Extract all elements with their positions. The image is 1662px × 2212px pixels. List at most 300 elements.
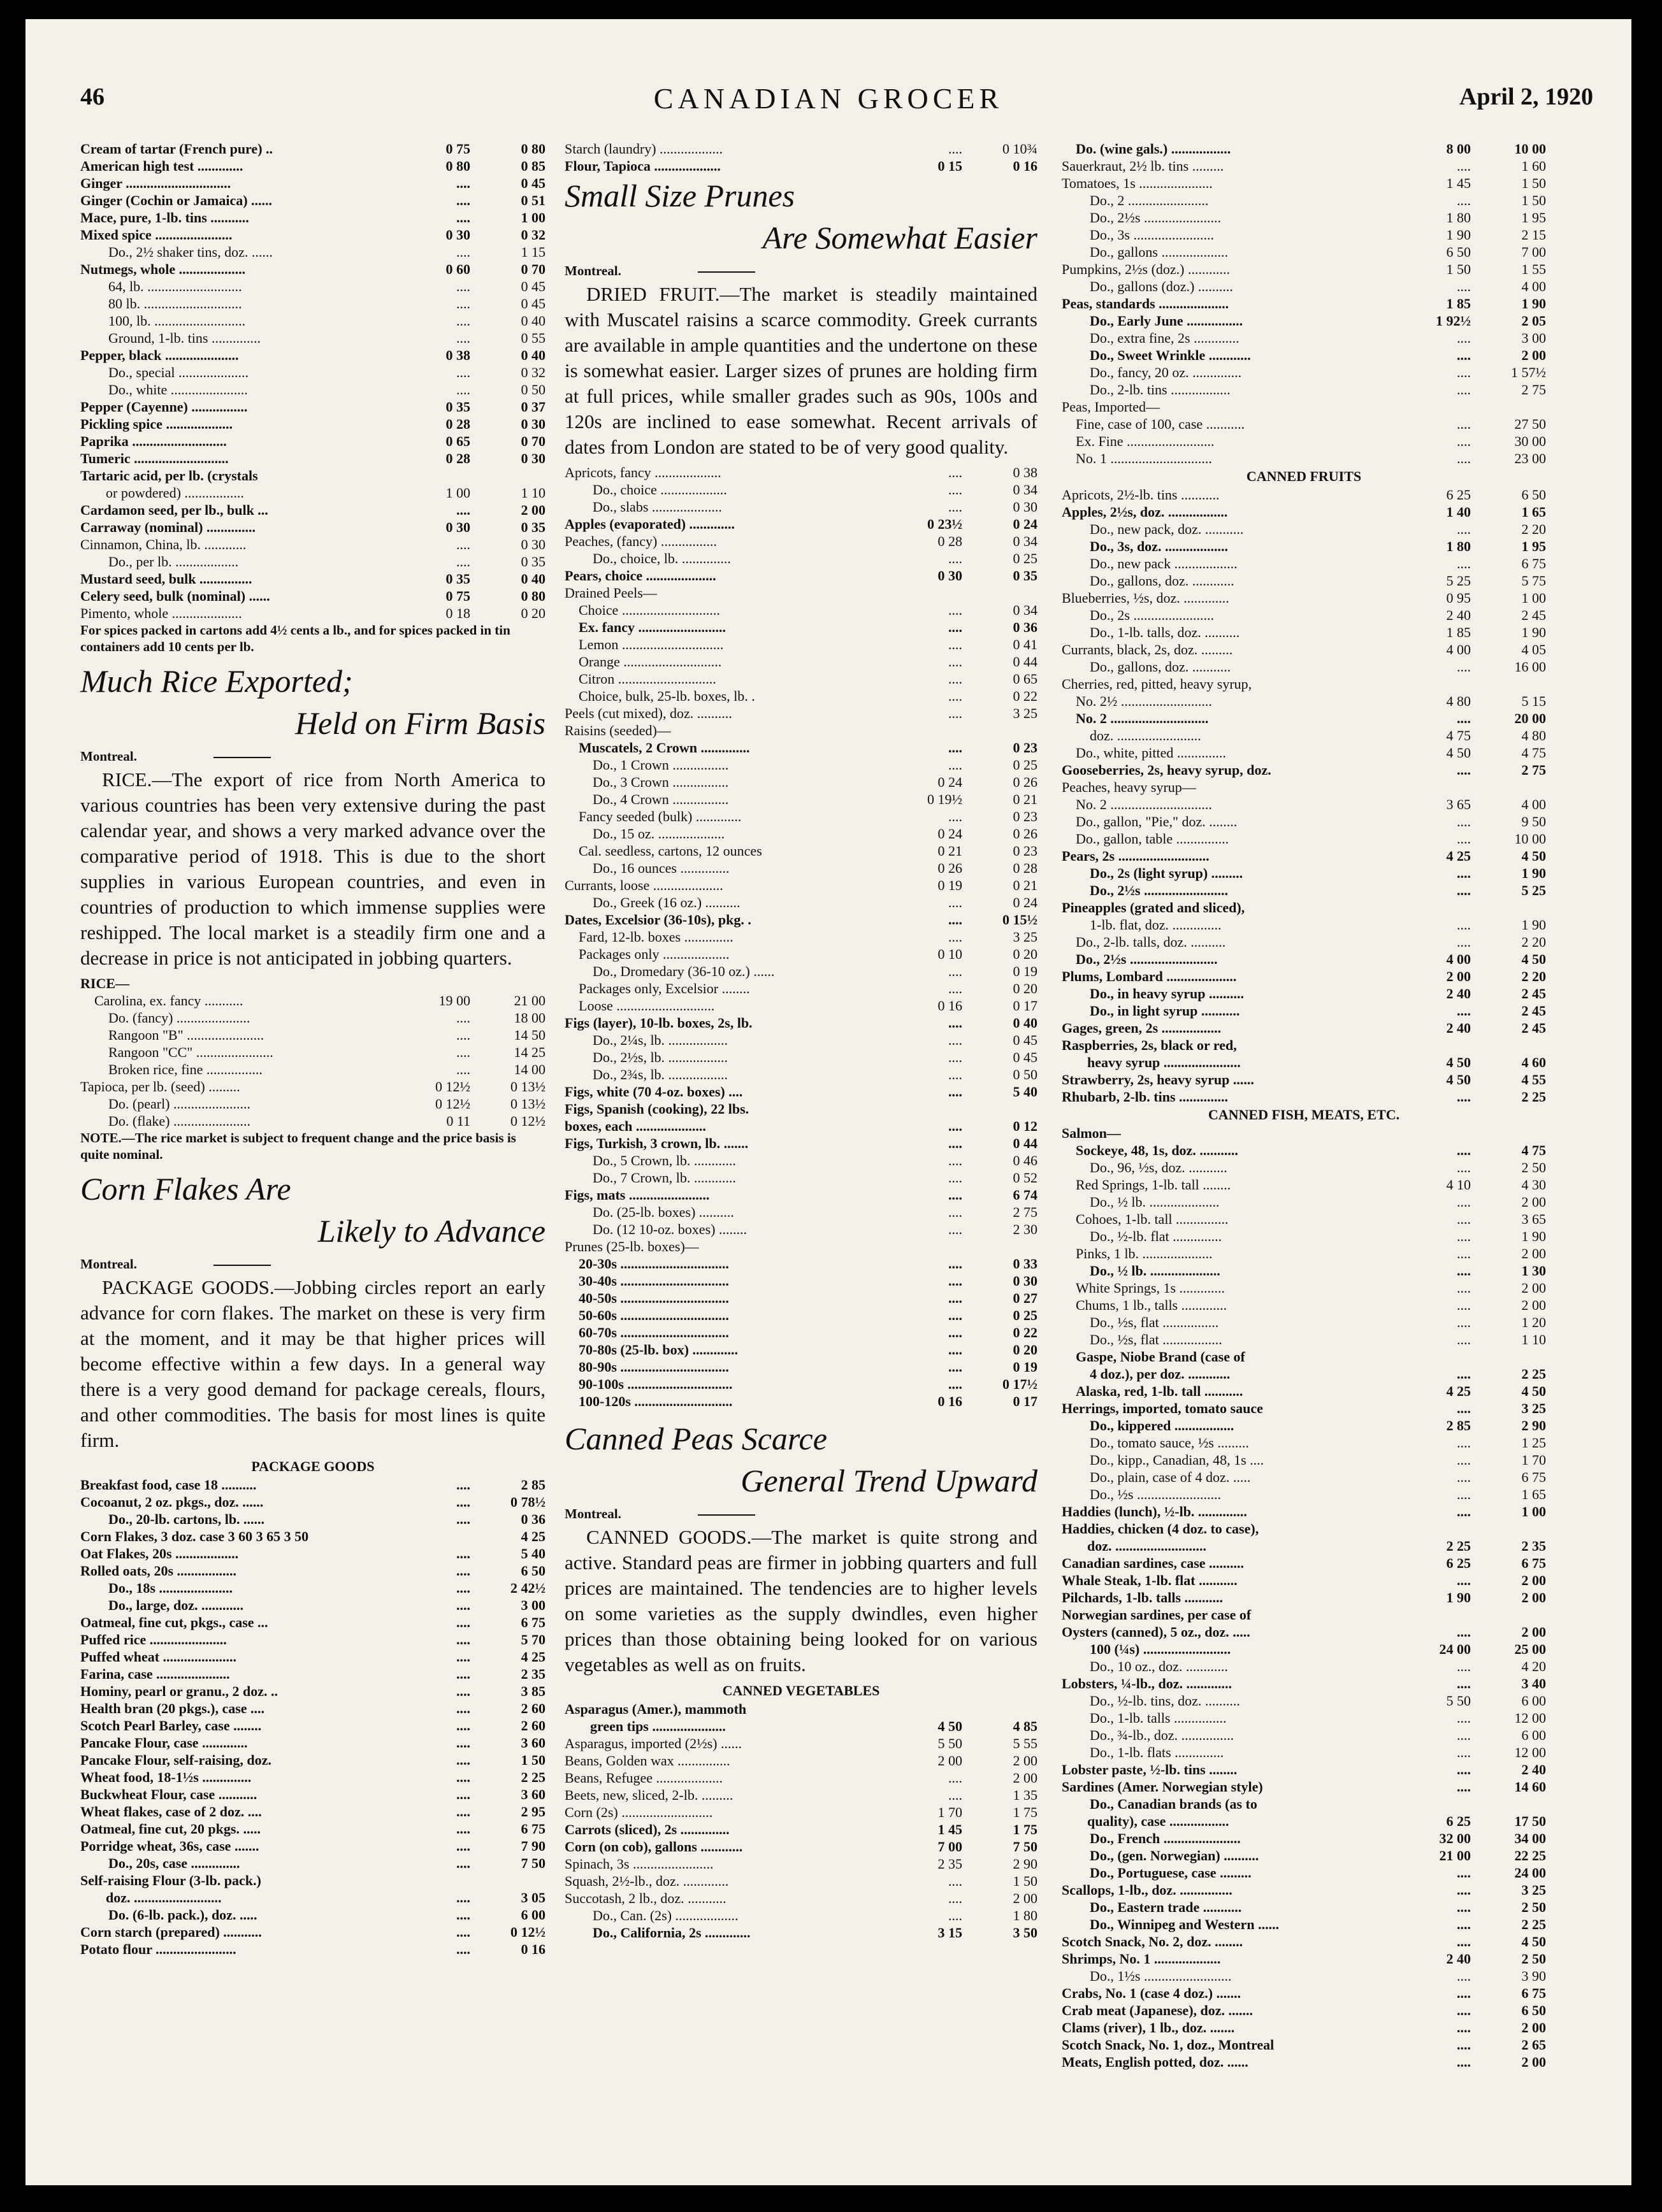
price-row [1062, 433, 1546, 450]
price-row [1062, 1142, 1546, 1159]
price-low: .... [1457, 1089, 1471, 1105]
item-name: Oatmeal, fine cut, pkgs., case ... [80, 1614, 268, 1630]
price-high: 0 70 [521, 261, 546, 277]
price-low: .... [948, 1049, 962, 1065]
price-low: 1 85 [1446, 296, 1471, 312]
price-row [1062, 1675, 1546, 1692]
price-low: 0 15 [937, 158, 962, 174]
price-row [565, 1049, 1037, 1066]
price-high: 0 23 [1013, 843, 1037, 859]
price-row [1062, 1400, 1546, 1417]
price-low: .... [456, 313, 470, 329]
price-row [1062, 1709, 1546, 1727]
price-row [1062, 486, 1546, 503]
price-row [1062, 1985, 1546, 2002]
price-high: 2 42½ [510, 1580, 546, 1596]
price-low: .... [1457, 882, 1471, 898]
price-high: 0 32 [521, 364, 546, 380]
price-low: 2 40 [1446, 1020, 1471, 1036]
price-high: 0 16 [521, 1941, 546, 1957]
price-low: .... [456, 1010, 470, 1026]
price-row [1062, 1881, 1546, 1899]
item-name: White Springs, 1s ............. [1076, 1280, 1225, 1296]
price-low: .... [1457, 1469, 1471, 1485]
price-low: .... [456, 1494, 470, 1510]
price-low: .... [1457, 382, 1471, 398]
price-row [565, 808, 1037, 825]
price-high: 0 32 [521, 227, 546, 243]
item-name: Do., new pack, doz. ........... [1090, 521, 1244, 537]
price-high: 1 75 [1013, 1804, 1037, 1820]
price-low: 0 11 [446, 1113, 470, 1129]
price-low: .... [1457, 1865, 1471, 1881]
price-low: 32 00 [1439, 1830, 1471, 1846]
price-low: .... [456, 296, 470, 312]
price-row [565, 1152, 1037, 1169]
price-high: 0 30 [521, 416, 546, 432]
price-high: 2 75 [1521, 382, 1546, 398]
item-name: Do., 2-lb. talls, doz. .......... [1076, 934, 1226, 950]
price-low: .... [948, 636, 962, 652]
item-name: Wheat flakes, case of 2 doz. .... [80, 1804, 262, 1820]
item-name: Do., gallon, "Pie," doz. ........ [1076, 814, 1238, 830]
price-low: 24 00 [1439, 1641, 1471, 1657]
price-row [1062, 968, 1546, 985]
item-name: Choice ............................ [579, 602, 720, 618]
price-row [1062, 1658, 1546, 1675]
price-row [565, 1752, 1037, 1769]
price-high: 0 40 [1013, 1015, 1037, 1031]
item-name: Red Springs, 1-lb. tall ........ [1076, 1177, 1231, 1193]
price-high: 1 65 [1521, 504, 1546, 520]
price-low: .... [456, 1907, 470, 1923]
price-low: .... [456, 1061, 470, 1077]
price-high: 7 00 [1521, 244, 1546, 260]
price-low: .... [948, 1015, 962, 1031]
price-row [1062, 882, 1546, 899]
item-name: Do., choice ................... [593, 482, 727, 498]
price-high: 0 40 [521, 313, 546, 329]
price-high: 4 85 [1013, 1718, 1037, 1734]
price-high: 4 75 [1521, 745, 1546, 761]
price-row [1062, 555, 1546, 572]
price-row [1062, 312, 1546, 329]
price-high: 2 50 [1521, 1160, 1546, 1175]
item-name: Scotch Snack, No. 1, doz., Montreal [1062, 2037, 1275, 2053]
price-low: .... [1457, 831, 1471, 847]
item-name: Cherries, red, pitted, heavy syrup, [1062, 676, 1252, 692]
price-low: 6 50 [1446, 244, 1471, 260]
price-row [565, 1907, 1037, 1924]
price-high: 5 55 [1013, 1735, 1037, 1751]
price-row [1062, 1124, 1546, 1142]
price-row [565, 636, 1037, 653]
price-low: .... [456, 1786, 470, 1802]
item-name: Strawberry, 2s, heavy syrup ...... [1062, 1072, 1254, 1088]
item-name: Beets, new, sliced, 2-lb. ......... [565, 1787, 733, 1803]
item-name: Do., in heavy syrup .......... [1090, 986, 1245, 1002]
item-name: Corn (2s) .......................... [565, 1804, 713, 1820]
price-low: .... [1457, 1762, 1471, 1778]
item-name: Gaspe, Niobe Brand (case of [1076, 1349, 1245, 1365]
item-name: Peas, standards .................... [1062, 296, 1229, 312]
price-row [1062, 727, 1546, 744]
price-high: 4 50 [1521, 1934, 1546, 1950]
price-high: 0 52 [1013, 1170, 1037, 1186]
item-name: Spinach, 3s ....................... [565, 1856, 714, 1872]
item-name: Apples, 2½s, doz. ................. [1062, 504, 1228, 520]
page-number: 46 [80, 83, 105, 110]
price-high: 0 30 [521, 536, 546, 552]
item-name: green tips ..................... [590, 1718, 726, 1734]
price-row [565, 140, 1037, 157]
item-name: Mixed spice ...................... [80, 227, 233, 243]
price-high: 0 33 [1013, 1256, 1037, 1272]
price-high: 10 00 [1514, 831, 1546, 847]
item-name: Salmon— [1062, 1125, 1121, 1141]
price-high: 0 17 [1013, 1393, 1037, 1409]
spice-note: For spices packed in cartons add 4½ cents a lb., and for spices packed in tin containers add 10 cents per lb. [80, 622, 510, 654]
item-name: Haddies, chicken (4 doz. to case), [1062, 1521, 1259, 1537]
corn-heading-line-1: Corn Flakes Are [80, 1171, 291, 1207]
price-row [80, 312, 546, 329]
price-high: 0 27 [1013, 1290, 1037, 1306]
price-high: 2 75 [1013, 1204, 1037, 1220]
price-row [1062, 1296, 1546, 1314]
price-low: .... [1457, 1676, 1471, 1691]
item-name: Do., 2½s ......................... [1076, 951, 1218, 967]
price-row [565, 1066, 1037, 1083]
price-high: 0 16 [1013, 158, 1037, 174]
price-low: 2 40 [1446, 986, 1471, 1002]
item-name: Do., 3 Crown ................ [593, 774, 729, 790]
price-row [565, 1718, 1037, 1735]
price-low: .... [1457, 1624, 1471, 1640]
item-name: Norwegian sardines, per case of [1062, 1607, 1252, 1623]
peas-dateline: Montreal. [565, 1504, 1037, 1523]
item-name: Hominy, pearl or granu., 2 doz. .. [80, 1683, 278, 1699]
item-name: Do., 96, ½s, doz. ........... [1090, 1160, 1227, 1175]
item-name: Do., extra fine, 2s ............. [1090, 330, 1239, 346]
price-row [565, 157, 1037, 175]
price-high: 2 50 [1521, 1899, 1546, 1915]
price-low: 0 21 [937, 843, 962, 859]
price-low: .... [1457, 659, 1471, 675]
price-row [1062, 933, 1546, 951]
price-high: 1 57½ [1511, 364, 1546, 380]
item-name: Do., white ...................... [108, 382, 248, 398]
price-row [1062, 951, 1546, 968]
price-row [565, 1735, 1037, 1752]
item-name: Do., 2½s ........................ [1090, 882, 1228, 898]
price-high: 0 80 [521, 141, 546, 157]
item-name: Do., 1½s ......................... [1090, 1968, 1232, 1984]
item-name: Pepper (Cayenne) ................ [80, 399, 248, 415]
item-name: Do., ½s, flat ................ [1090, 1314, 1219, 1330]
price-low: 0 75 [445, 141, 470, 157]
item-name: Crab meat (Japanese), doz. ....... [1062, 2002, 1254, 2018]
price-row [80, 261, 546, 278]
price-row [80, 1579, 546, 1597]
price-low: .... [948, 1325, 962, 1340]
price-high: 2 00 [1521, 1246, 1546, 1261]
price-row [80, 1923, 546, 1941]
price-high: 2 45 [1521, 986, 1546, 1002]
item-name: Do. (pearl) ...................... [108, 1096, 251, 1112]
item-name: 64, lb. ........................... [108, 278, 242, 294]
price-high: 1 90 [1521, 296, 1546, 312]
price-row [565, 1769, 1037, 1786]
price-row [80, 209, 546, 226]
price-low: .... [1457, 814, 1471, 830]
item-name: Peels (cut mixed), doz. .......... [565, 705, 732, 721]
item-name: Beans, Refugee ................... [565, 1770, 723, 1786]
price-row [565, 670, 1037, 687]
price-low: .... [456, 1752, 470, 1768]
item-name: Rangoon "CC" ...................... [108, 1044, 273, 1060]
price-high: 0 80 [521, 588, 546, 604]
price-row [565, 1786, 1037, 1804]
item-name: Loose ............................ [579, 998, 715, 1014]
price-row [80, 1044, 546, 1061]
item-name: doz. .......................... [1087, 1538, 1206, 1554]
price-row [565, 515, 1037, 533]
price-high: 12 00 [1514, 1710, 1546, 1726]
price-low: .... [456, 1563, 470, 1579]
price-low: .... [456, 1597, 470, 1613]
item-name: No. 2½ .......................... [1076, 693, 1212, 709]
price-row [1062, 157, 1546, 175]
price-row [1062, 2002, 1546, 2019]
peas-heading-line-1: Canned Peas Scarce [565, 1421, 827, 1456]
price-row [1062, 175, 1546, 192]
item-name: Do., 1-lb. talls ............... [1090, 1710, 1227, 1726]
price-row [1062, 364, 1546, 381]
price-row [1062, 2036, 1546, 2053]
price-row [80, 381, 546, 398]
price-high: 2 50 [1521, 1951, 1546, 1967]
price-low: 5 25 [1446, 573, 1471, 589]
item-name: Do., Portuguese, case ......... [1090, 1865, 1252, 1881]
price-low: .... [948, 705, 962, 721]
price-high: 0 25 [1013, 550, 1037, 566]
price-high: 2 00 [1521, 347, 1546, 363]
item-name: Cinnamon, China, lb. ............ [80, 536, 247, 552]
item-name: Tapioca, per lb. (seed) ......... [80, 1079, 240, 1095]
price-high: 4 60 [1521, 1054, 1546, 1070]
price-low: 1 85 [1446, 624, 1471, 640]
price-row [1062, 985, 1546, 1002]
item-name: Squash, 2½-lb., doz. ............. [565, 1873, 729, 1889]
price-low: 1 90 [1446, 227, 1471, 243]
price-row [80, 605, 546, 622]
price-low: .... [948, 1118, 962, 1134]
price-low: .... [1457, 2054, 1471, 2070]
price-low: .... [1457, 433, 1471, 449]
price-high: 1 00 [1521, 1504, 1546, 1519]
prunes-heading-line-1: Small Size Prunes [565, 178, 795, 213]
price-high: 2 25 [1521, 1366, 1546, 1382]
item-name: Oysters (canned), 5 oz., doz. ..... [1062, 1624, 1250, 1640]
price-high: 6 75 [521, 1821, 546, 1837]
canned-fish-list [1062, 1124, 1546, 2071]
price-row [565, 911, 1037, 928]
item-name: Do. (6-lb. pack.), doz. ..... [108, 1907, 257, 1923]
price-high: 4 50 [1521, 1383, 1546, 1399]
price-low: .... [456, 1027, 470, 1043]
price-row [565, 1272, 1037, 1289]
item-name: Do., slabs .................... [593, 499, 722, 515]
price-low: 0 35 [445, 399, 470, 415]
item-name: Beans, Golden wax ............... [565, 1753, 730, 1769]
price-low: .... [1457, 1934, 1471, 1950]
price-row [565, 653, 1037, 670]
price-row [565, 550, 1037, 567]
price-low: .... [948, 929, 962, 945]
price-row [565, 928, 1037, 945]
item-name: Dates, Excelsior (36-10s), pkg. . [565, 912, 751, 928]
price-row [80, 226, 546, 243]
price-high: 2 00 [1521, 1624, 1546, 1640]
item-name: Gages, green, 2s ................. [1062, 1020, 1222, 1036]
price-row [80, 1648, 546, 1665]
price-row [80, 1665, 546, 1683]
price-row [1062, 1054, 1546, 1071]
price-high: 3 05 [521, 1890, 546, 1906]
price-row [80, 1061, 546, 1078]
price-low: .... [456, 244, 470, 260]
price-high: 6 50 [521, 1563, 546, 1579]
item-name: Do. (25-lb. boxes) .......... [593, 1204, 734, 1220]
item-name: 100 (¼s) ......................... [1090, 1641, 1231, 1657]
price-low: .... [1457, 1779, 1471, 1795]
price-high: 0 44 [1013, 654, 1037, 670]
price-row [565, 1700, 1037, 1718]
item-name: Farina, case ..................... [80, 1666, 230, 1682]
price-high: 2 20 [1521, 968, 1546, 984]
price-high: 0 41 [1013, 636, 1037, 652]
price-high: 3 40 [1521, 1676, 1546, 1691]
item-name: Rhubarb, 2-lb. tins .............. [1062, 1089, 1229, 1105]
price-low: 1 80 [1446, 538, 1471, 554]
item-name: boxes, each .................... [565, 1118, 706, 1134]
price-low: 0 18 [445, 605, 470, 621]
price-high: 0 35 [1013, 568, 1037, 584]
price-row [80, 1889, 546, 1906]
item-name: Pimento, whole .................... [80, 605, 242, 621]
price-row [80, 347, 546, 364]
item-name: Chums, 1 lb., talls ............. [1076, 1297, 1227, 1313]
item-name: Do., 15 oz. ................... [593, 826, 725, 842]
price-high: 2 60 [521, 1718, 546, 1734]
item-name: No. 2 ............................ [1076, 710, 1209, 726]
price-high: 4 05 [1521, 642, 1546, 657]
price-row [1062, 1314, 1546, 1331]
price-low: .... [1457, 934, 1471, 950]
price-low: .... [948, 1890, 962, 1906]
price-row [1062, 1778, 1546, 1795]
item-name: Do., gallons (doz.) .......... [1090, 278, 1233, 294]
price-high: 6 00 [1521, 1727, 1546, 1743]
price-high: 1 00 [1521, 590, 1546, 606]
price-low: 4 50 [1446, 745, 1471, 761]
item-name: Do., Early June ................ [1090, 313, 1243, 329]
price-low: .... [1457, 1003, 1471, 1019]
price-low: .... [948, 980, 962, 996]
price-low: .... [1457, 1263, 1471, 1279]
item-name: Do., 5 Crown, lb. ............ [593, 1153, 736, 1168]
item-name: Fancy seeded (bulk) ............. [579, 808, 742, 824]
price-low: 0 75 [445, 588, 470, 604]
price-high: 6 00 [521, 1907, 546, 1923]
price-high: 2 95 [521, 1804, 546, 1820]
price-low: .... [456, 1924, 470, 1940]
price-low: .... [948, 894, 962, 910]
item-name: Ex. fancy ......................... [579, 619, 726, 635]
price-high: 3 85 [521, 1683, 546, 1699]
item-name: Do., ½ lb. .................... [1090, 1194, 1220, 1210]
item-name: Do., gallons, doz. ........... [1090, 659, 1231, 675]
price-high: 1 50 [1521, 175, 1546, 191]
publication-title: CANADIAN GROCER [653, 82, 1004, 115]
spice-price-list [80, 140, 546, 622]
item-name: Rolled oats, 20s ................. [80, 1563, 237, 1579]
item-name: Ginger .............................. [80, 175, 231, 191]
item-name: 1-lb. flat, doz. .............. [1090, 917, 1222, 933]
price-row [80, 501, 546, 519]
price-low: 0 16 [937, 1393, 962, 1409]
item-name: Tartaric acid, per lb. (crystals [80, 468, 258, 484]
price-row [80, 1941, 546, 1958]
item-name: Pancake Flour, case ............. [80, 1735, 248, 1751]
price-high: 1 90 [1521, 865, 1546, 881]
price-high: 1 60 [1521, 158, 1546, 174]
item-name: Do., 2s (light syrup) ......... [1090, 865, 1243, 881]
price-high: 2 00 [1521, 1590, 1546, 1605]
price-row [80, 1511, 546, 1528]
price-row [565, 584, 1037, 601]
price-low: 4 50 [937, 1718, 962, 1734]
item-name: Ginger (Cochin or Jamaica) ...... [80, 192, 273, 208]
item-name: Sauerkraut, 2½ lb. tins ......... [1062, 158, 1224, 174]
price-low: .... [948, 464, 962, 480]
price-row [565, 894, 1037, 911]
price-low: .... [1457, 2002, 1471, 2018]
price-low: .... [456, 1666, 470, 1682]
price-row [1062, 1002, 1546, 1019]
price-row [1062, 329, 1546, 347]
price-row [80, 1631, 546, 1648]
price-high: 0 45 [1013, 1049, 1037, 1065]
price-high: 2 45 [1521, 1003, 1546, 1019]
item-name: Do., ½-lb. tins, doz. .......... [1090, 1693, 1240, 1709]
price-row [565, 481, 1037, 498]
price-low: 1 50 [1446, 261, 1471, 277]
price-low: .... [456, 1477, 470, 1493]
price-row [1062, 1589, 1546, 1606]
price-high: 2 30 [1013, 1221, 1037, 1237]
price-row [565, 464, 1037, 481]
item-name: Do., in light syrup ........... [1090, 1003, 1240, 1019]
price-low: .... [1457, 1899, 1471, 1915]
item-name: 80 lb. ............................ [108, 296, 242, 312]
price-low: .... [1457, 1710, 1471, 1726]
price-high: 16 00 [1514, 659, 1546, 675]
price-row [565, 498, 1037, 515]
price-row [80, 1906, 546, 1923]
price-high: 0 26 [1013, 826, 1037, 842]
price-low: .... [456, 1580, 470, 1596]
